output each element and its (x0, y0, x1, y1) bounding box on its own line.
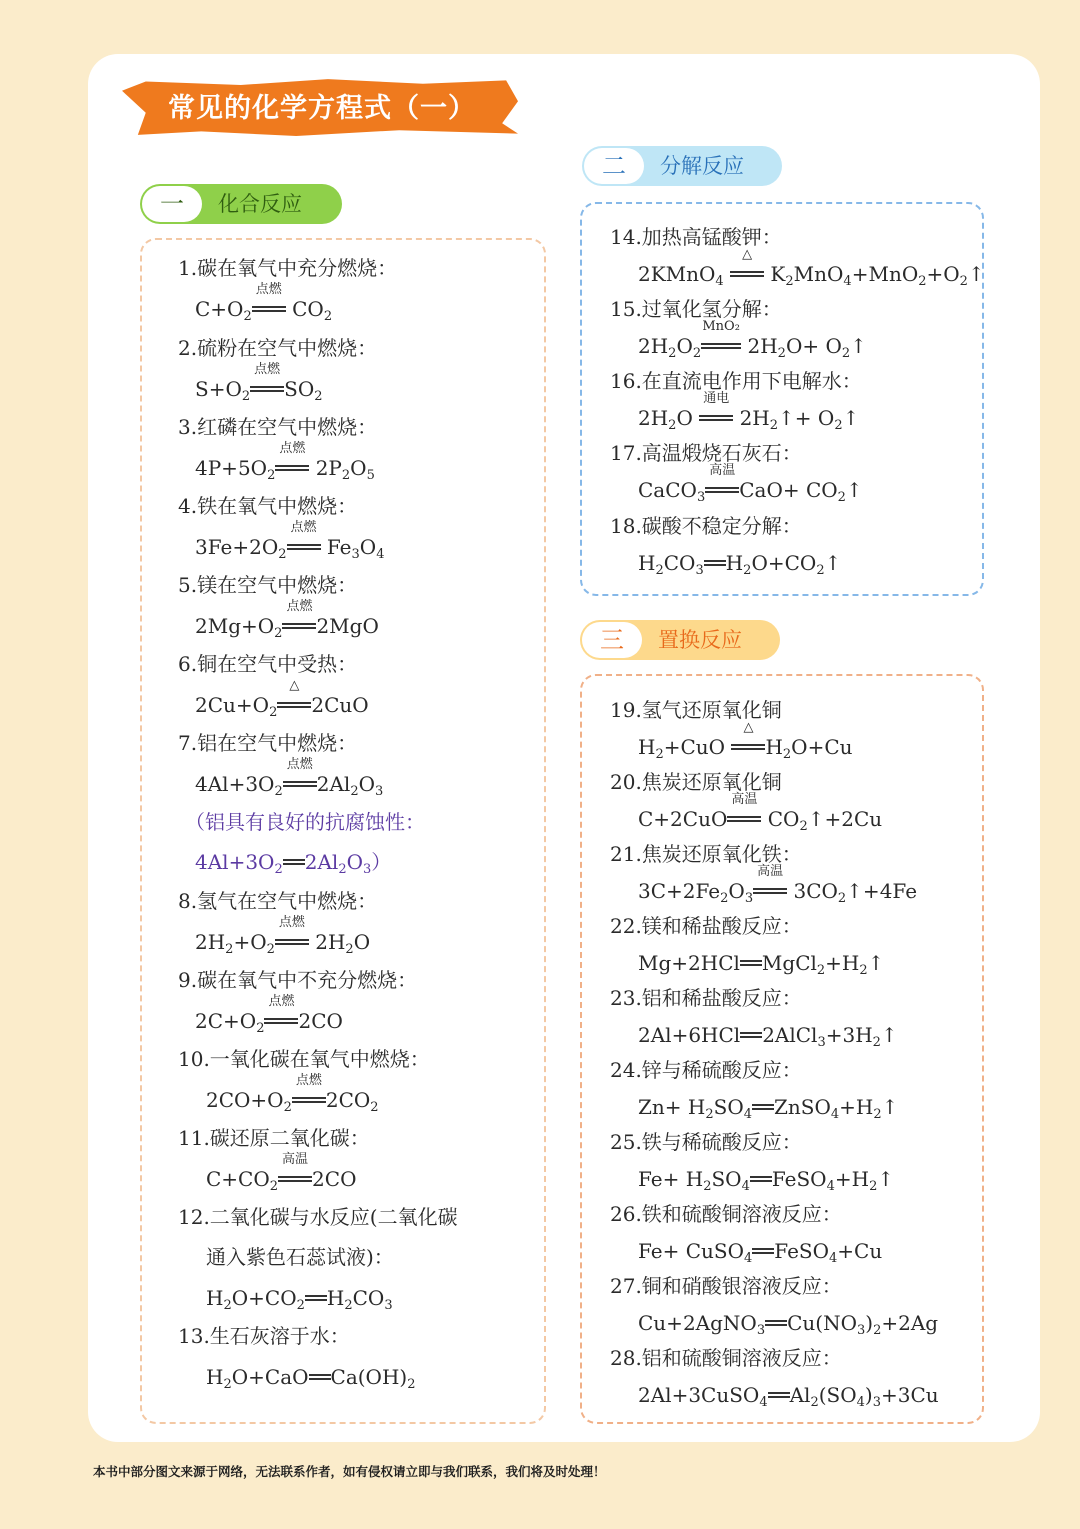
condition-label: 点燃 (279, 441, 306, 456)
item-title: 15.过氧化氢分解： (610, 297, 782, 321)
equation: Mg+2HCl $MgCl_2+H_2↑$ (638, 951, 885, 978)
section-label: 化合反应 (218, 192, 302, 216)
item-note: （铝具有良好的抗腐蚀性： (185, 810, 425, 834)
equation: $4Al+3O_2$ 点燃 $2Al_2O_3$ (195, 757, 384, 799)
condition-label: 点燃 (286, 599, 313, 614)
equation: $3Fe+2O_2$ 点燃 $Fe_3O_4$ (195, 520, 385, 562)
item-title: 4.铁在氧气中燃烧： (178, 494, 358, 518)
item-title: 3.红磷在空气中燃烧： (178, 415, 378, 439)
equation: $H_2O+CaO$ $Ca(OH)_2$ (206, 1365, 416, 1392)
equation: $2H_2O_2$ MnO₂ $2H_2O+$ $O_2↑$ (638, 319, 867, 361)
equation: $C+O_2$ 点燃 $CO_2$ (195, 282, 333, 324)
item-title: 12.二氧化碳与水反应(二氧化碳 (178, 1205, 458, 1229)
item-title: 19.氢气还原氧化铜 (610, 698, 782, 722)
item-title: 9.碳在氧气中不充分燃烧： (178, 968, 418, 992)
condition-label: △ (742, 247, 753, 262)
item-title: 22.镁和稀盐酸反应： (610, 914, 802, 938)
equation: 2Al+6HCl $2AlCl_3+3H_2↑$ (638, 1023, 898, 1050)
section-label: 置换反应 (658, 628, 742, 652)
item-title: 10.一氧化碳在氧气中燃烧： (178, 1047, 430, 1071)
item-title: 18.碳酸不稳定分解： (610, 514, 802, 538)
equation: $S+O_2$ 点燃 $SO_2$ (195, 362, 323, 404)
item-title: 5.镁在空气中燃烧： (178, 573, 358, 597)
equation: Fe+ CuSO$_4$ FeSO$_4$+Cu (638, 1239, 883, 1266)
item-title: 6.铜在空气中受热： (178, 652, 358, 676)
condition-label: 高温 (731, 792, 758, 807)
equation: $Zn+ H_2SO_4$ $ZnSO_4+H_2↑$ (638, 1095, 899, 1122)
condition-label: 点燃 (268, 994, 295, 1009)
equation: $H_2CO_3$ $H_2O+CO_2↑$ (638, 551, 842, 578)
item-title: 20.焦炭还原氧化铜 (610, 770, 782, 794)
item-title: 7.铝在空气中燃烧： (178, 731, 358, 755)
section-header-2 (582, 146, 782, 186)
equation: CaCO$_3$ 高温 $CaO+ CO_2↑$ (638, 463, 863, 505)
item-title: 26.铁和硫酸铜溶液反应： (610, 1202, 842, 1226)
condition-label: 高温 (282, 1152, 309, 1167)
section-header-3 (580, 620, 780, 660)
section-number: 三 (582, 622, 642, 658)
condition-label: 点燃 (254, 362, 281, 377)
condition-label: MnO₂ (702, 319, 740, 334)
item-title: 24.锌与稀硫酸反应： (610, 1058, 802, 1082)
item-title: 25.铁与稀硫酸反应： (610, 1130, 802, 1154)
item-title: 1.碳在氧气中充分燃烧： (178, 256, 398, 280)
section-label: 分解反应 (660, 154, 744, 178)
condition-label: 点燃 (290, 520, 317, 535)
equation: $2CO+O_2$ 点燃 $2CO_2$ (206, 1073, 379, 1115)
condition-label: △ (289, 678, 300, 693)
equation: $2Mg+O_2$ 点燃 2MgO (195, 599, 379, 641)
equation: 2Al+3CuSO$_4$ $Al_2(SO_4)_3+3Cu$ (638, 1383, 939, 1410)
item-title: 11.碳还原二氧化碳： (178, 1126, 370, 1150)
condition-label: 点燃 (255, 282, 282, 297)
equation: $2C+O_2$ 点燃 2CO (195, 994, 343, 1036)
condition-label: 点燃 (278, 915, 305, 930)
equation: $4Al+3O_2$ $2Al_2O_3$） (195, 850, 392, 877)
equation: $Fe+ H_2SO_4$ $FeSO_4+H_2↑$ (638, 1167, 895, 1194)
section-number: 二 (584, 148, 644, 184)
equation: $2H_2+O_2$ 点燃 $2H_2O$ (195, 915, 371, 957)
item-title: 14.加热高锰酸钾： (610, 225, 782, 249)
condition-label: 点燃 (295, 1073, 322, 1088)
item-title: 8.氢气在空气中燃烧： (178, 889, 378, 913)
equation: $2H_2O$ 通电 $2H_2↑+$ $O_2↑$ (638, 391, 860, 433)
item-title: 2.硫粉在空气中燃烧： (178, 336, 378, 360)
condition-label: 点燃 (286, 757, 313, 772)
equation: $2Cu+O_2$ △ 2CuO (195, 678, 369, 720)
equation: 2KMnO$_4$ △ $K_2MnO_4+MnO_2+O_2↑$ (638, 247, 985, 289)
condition-label: 通电 (703, 391, 730, 406)
condition-label: △ (743, 720, 754, 735)
equation: $H_2+CuO$ △ $H_2O+Cu$ (638, 720, 853, 762)
condition-label: 高温 (709, 463, 736, 478)
equation: $4P+5O_2$ 点燃 $2P_2O_5$ (195, 441, 375, 483)
section-header-1 (140, 184, 342, 224)
equation: C+2CuO 高温 $CO_2↑+2Cu$ (638, 792, 883, 834)
item-title: 13.生石灰溶于水： (178, 1324, 350, 1348)
item-title: 27.铜和硝酸银溶液反应： (610, 1274, 842, 1298)
item-title: 28.铝和硫酸铜溶液反应： (610, 1346, 842, 1370)
section-number: 一 (142, 186, 202, 222)
equation: $H_2O+CO_2$ $H_2CO_3$ (206, 1286, 393, 1313)
page-title: 常见的化学方程式（一） (168, 93, 476, 124)
equation: $C+CO_2$ 高温 2CO (206, 1152, 357, 1194)
copyright-footer: 本书中部分图文来源于网络，无法联系作者，如有侵权请立即与我们联系，我们将及时处理！ (93, 1464, 606, 1479)
item-title: 23.铝和稀盐酸反应： (610, 986, 802, 1010)
item-title: 17.高温煅烧石灰石： (610, 441, 802, 465)
item-title: 通入紫色石蕊试液)： (206, 1245, 394, 1269)
item-title: 16.在直流电作用下电解水： (610, 369, 862, 393)
condition-label: 高温 (757, 864, 784, 879)
equation: Cu+2AgNO$_3$ $Cu(NO_3)_2+2Ag$ (638, 1311, 939, 1338)
item-title: 21.焦炭还原氧化铁： (610, 842, 802, 866)
equation: $3C+2Fe_2O_3$ 高温 $3CO_2↑+4Fe$ (638, 864, 918, 906)
